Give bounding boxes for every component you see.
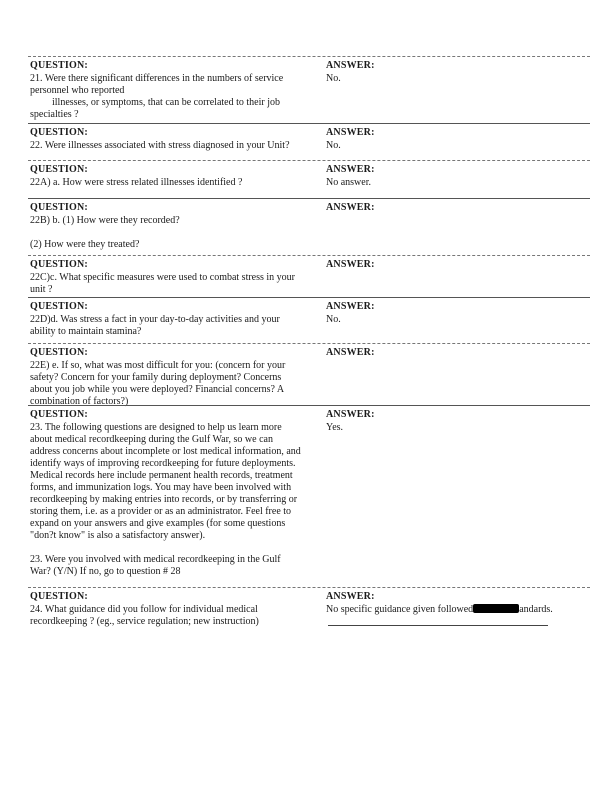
question-text	[30, 272, 320, 296]
question-line: War? (Y/N) If no, go to question # 28	[30, 566, 181, 577]
question-line: address concerns about incomplete or lost medical information, and	[30, 446, 301, 457]
question-line: storing them, i.e. as a provider or as an administrator. Feel free to	[30, 506, 292, 517]
answer-label: ANSWER:	[326, 60, 375, 71]
section-divider	[28, 123, 590, 124]
question-line: Medical records here include permanent health records, treatment	[30, 470, 293, 481]
question-line: about medical recordkeeping during the Gulf War, so we can	[30, 434, 273, 445]
question-label: QUESTION:	[30, 164, 88, 175]
question-text	[30, 140, 320, 152]
section-divider	[28, 587, 590, 588]
question-label: QUESTION:	[30, 409, 88, 420]
question-line: about you job while you were deployed? Financial concerns? A	[30, 384, 285, 395]
question-text	[30, 422, 320, 578]
question-line: recordkeeping by making entries into records, or by transferring or	[30, 494, 298, 505]
question-label: QUESTION:	[30, 301, 88, 312]
question-line: "don?t know" is also a satisfactory answer).	[30, 530, 206, 541]
question-line: 23. The following questions are designed to help us learn more	[30, 422, 282, 433]
redaction-block	[473, 604, 519, 613]
question-label: QUESTION:	[30, 202, 88, 213]
section-divider	[28, 198, 590, 199]
question-line: unit ?	[30, 284, 53, 295]
question-line: 24. What guidance did you follow for individual medical	[30, 604, 258, 615]
section-divider	[28, 405, 590, 406]
section-divider	[28, 343, 590, 344]
answer-label: ANSWER:	[326, 347, 375, 358]
question-line: safety? Concern for your family during deployment? Concerns	[30, 372, 282, 383]
question-line: identify ways of improving recordkeeping for future deployments.	[30, 458, 296, 469]
question-line: 22E) e. If so, what was most difficult for you: (concern for your	[30, 360, 286, 371]
question-line: expand on your answers and give examples (for some questions	[30, 518, 286, 529]
answer-text	[326, 140, 586, 152]
question-label: QUESTION:	[30, 347, 88, 358]
answer-value: No.	[326, 140, 341, 151]
question-label: QUESTION:	[30, 259, 88, 270]
answer-value-continued: andards.	[519, 604, 553, 615]
answer-value: No.	[326, 314, 341, 325]
answer-label: ANSWER:	[326, 259, 375, 270]
question-line: forms, and immunization logs. You may have been involved with	[30, 482, 292, 493]
answer-value: Yes.	[326, 422, 344, 433]
question-line: ability to maintain stamina?	[30, 326, 142, 337]
question-text	[30, 314, 320, 338]
question-line: personnel who reported	[30, 85, 125, 96]
answer-label: ANSWER:	[326, 164, 375, 175]
answer-label: ANSWER:	[326, 202, 375, 213]
section-divider	[28, 297, 590, 298]
question-line: 23. Were you involved with medical recordkeeping in the Gulf	[30, 554, 281, 565]
question-label: QUESTION:	[30, 60, 88, 71]
question-line	[30, 542, 320, 554]
question-text	[30, 177, 320, 189]
answer-value: No.	[326, 73, 341, 84]
question-line: 22C)c. What specific measures were used to combat stress in your	[30, 272, 296, 283]
section-divider	[28, 255, 590, 256]
section-divider	[28, 56, 590, 57]
question-text	[30, 604, 320, 628]
question-text	[30, 215, 320, 251]
answer-text	[326, 314, 586, 326]
question-line	[30, 227, 320, 239]
answer-label: ANSWER:	[326, 301, 375, 312]
answer-label: ANSWER:	[326, 127, 375, 138]
question-text	[30, 360, 320, 408]
section-divider	[28, 160, 590, 161]
question-line: 22B) b. (1) How were they recorded?	[30, 215, 180, 226]
answer-text	[326, 177, 586, 189]
question-label: QUESTION:	[30, 591, 88, 602]
answer-label: ANSWER:	[326, 409, 375, 420]
answer-text	[326, 422, 586, 434]
question-line: illnesses, or symptoms, that can be correlated to their job	[52, 97, 280, 108]
question-line: 22D)d. Was stress a fact in your day-to-day activities and your	[30, 314, 280, 325]
answer-text	[326, 604, 586, 616]
answer-text	[326, 73, 586, 85]
question-label: QUESTION:	[30, 127, 88, 138]
answer-label: ANSWER:	[326, 591, 375, 602]
answer-underline	[328, 625, 548, 626]
question-line: (2) How were they treated?	[30, 239, 140, 250]
question-line: recordkeeping ? (eg., service regulation; new instruction)	[30, 616, 259, 627]
question-line: 21. Were there significant differences in the numbers of service	[30, 73, 284, 84]
question-line: combination of factors?)	[30, 396, 129, 407]
answer-value: No specific guidance given followed	[326, 604, 474, 615]
question-line: specialties ?	[30, 109, 79, 120]
question-line: 22A) a. How were stress related illnesses identified ?	[30, 177, 243, 188]
question-text	[30, 73, 320, 121]
answer-value: No answer.	[326, 177, 371, 188]
question-line: 22. Were illnesses associated with stress diagnosed in your Unit?	[30, 140, 290, 151]
